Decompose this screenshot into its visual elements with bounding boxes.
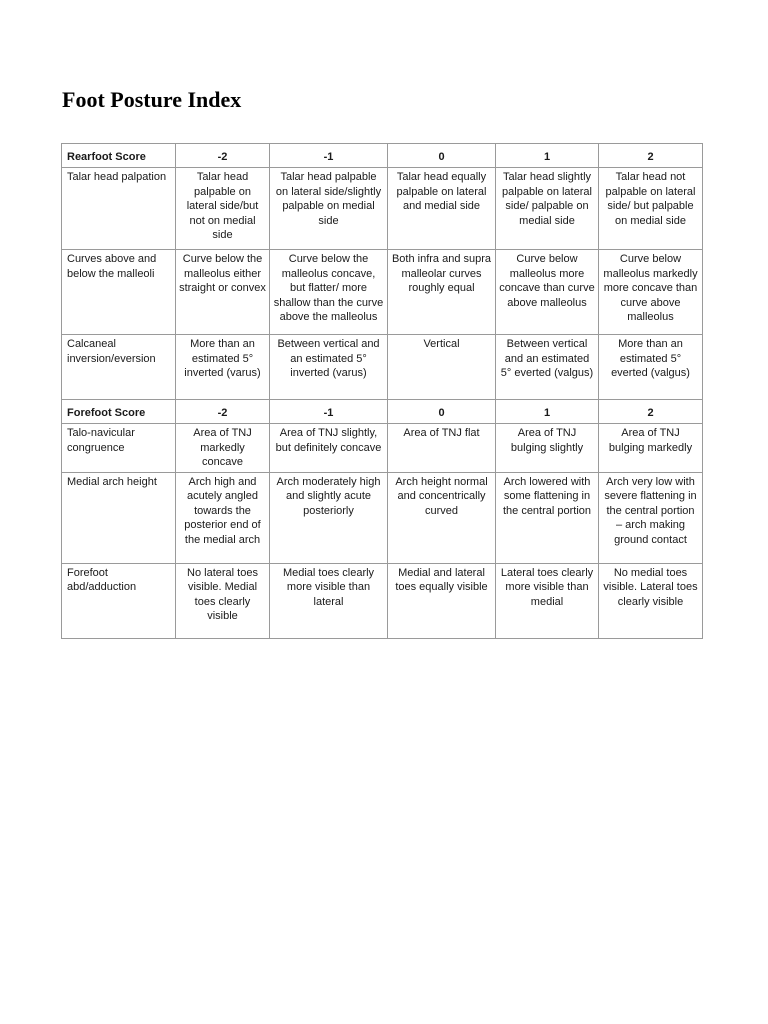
table-cell: Lateral toes clearly more visible than medial xyxy=(496,563,599,638)
table-row xyxy=(62,472,703,563)
table-cell: Talar head slightly palpable on lateral side/ palpable on medial side xyxy=(496,168,599,250)
table-cell: Arch lowered with some flattening in the central portion xyxy=(496,472,599,563)
table-cell: Both infra and supra malleolar curves roughly equal xyxy=(388,250,496,335)
table-cell: Area of TNJ bulging slightly xyxy=(496,424,599,473)
row-label: Calcaneal inversion/eversion xyxy=(62,335,176,400)
score-header-1: 1 xyxy=(496,144,599,168)
table-cell: Area of TNJ bulging markedly xyxy=(599,424,703,473)
score-header-minus-2: -2 xyxy=(176,144,270,168)
table-cell: Area of TNJ markedly concave xyxy=(176,424,270,473)
table-cell: Curve below malleolus more concave than curve above malleolus xyxy=(496,250,599,335)
rearfoot-header-row xyxy=(62,144,703,168)
table-cell: Medial and lateral toes equally visible xyxy=(388,563,496,638)
table-cell: No medial toes visible. Lateral toes clearly visible xyxy=(599,563,703,638)
table-row xyxy=(62,335,703,400)
table-row xyxy=(62,424,703,473)
table-cell: More than an estimated 5° inverted (varus) xyxy=(176,335,270,400)
table-cell: Arch height normal and concentrically curved xyxy=(388,472,496,563)
table-cell: Talar head palpable on lateral side/slightly palpable on medial side xyxy=(270,168,388,250)
table-row xyxy=(62,250,703,335)
score-header-0: 0 xyxy=(388,144,496,168)
score-header-2: 2 xyxy=(599,400,703,424)
table-cell: Area of TNJ flat xyxy=(388,424,496,473)
score-header-minus-1: -1 xyxy=(270,144,388,168)
row-label: Forefoot abd/adduction xyxy=(62,563,176,638)
table-cell: Curve below malleolus markedly more concave than curve above malleolus xyxy=(599,250,703,335)
table-cell: More than an estimated 5° everted (valgus) xyxy=(599,335,703,400)
table-cell: Area of TNJ slightly, but definitely concave xyxy=(270,424,388,473)
table-cell: No lateral toes visible. Medial toes clearly visible xyxy=(176,563,270,638)
table-cell: Curve below the malleolus concave, but flatter/ more shallow than the curve above the malleolus xyxy=(270,250,388,335)
foot-posture-index-table xyxy=(61,143,703,639)
table-cell: Between vertical and an estimated 5° inverted (varus) xyxy=(270,335,388,400)
table-cell: Talar head equally palpable on lateral and medial side xyxy=(388,168,496,250)
rearfoot-score-heading: Rearfoot Score xyxy=(62,144,176,168)
forefoot-score-heading: Forefoot Score xyxy=(62,400,176,424)
row-label: Talo-navicular congruence xyxy=(62,424,176,473)
table-cell: Curve below the malleolus either straight or convex xyxy=(176,250,270,335)
forefoot-header-row xyxy=(62,400,703,424)
table-row xyxy=(62,168,703,250)
score-header-minus-1: -1 xyxy=(270,400,388,424)
table-cell: Vertical xyxy=(388,335,496,400)
table-cell: Talar head palpable on lateral side/but not on medial side xyxy=(176,168,270,250)
table-cell: Arch moderately high and slightly acute posteriorly xyxy=(270,472,388,563)
page-title: Foot Posture Index xyxy=(62,87,242,112)
score-header-2: 2 xyxy=(599,144,703,168)
row-label: Curves above and below the malleoli xyxy=(62,250,176,335)
table-cell: Arch high and acutely angled towards the posterior end of the medial arch xyxy=(176,472,270,563)
row-label: Medial arch height xyxy=(62,472,176,563)
score-header-1: 1 xyxy=(496,400,599,424)
score-header-0: 0 xyxy=(388,400,496,424)
table-cell: Talar head not palpable on lateral side/ but palpable on medial side xyxy=(599,168,703,250)
table-row xyxy=(62,563,703,638)
row-label: Talar head palpation xyxy=(62,168,176,250)
table-cell: Medial toes clearly more visible than lateral xyxy=(270,563,388,638)
table-cell: Arch very low with severe flattening in the central portion – arch making ground contact xyxy=(599,472,703,563)
score-header-minus-2: -2 xyxy=(176,400,270,424)
table-cell: Between vertical and an estimated 5° everted (valgus) xyxy=(496,335,599,400)
